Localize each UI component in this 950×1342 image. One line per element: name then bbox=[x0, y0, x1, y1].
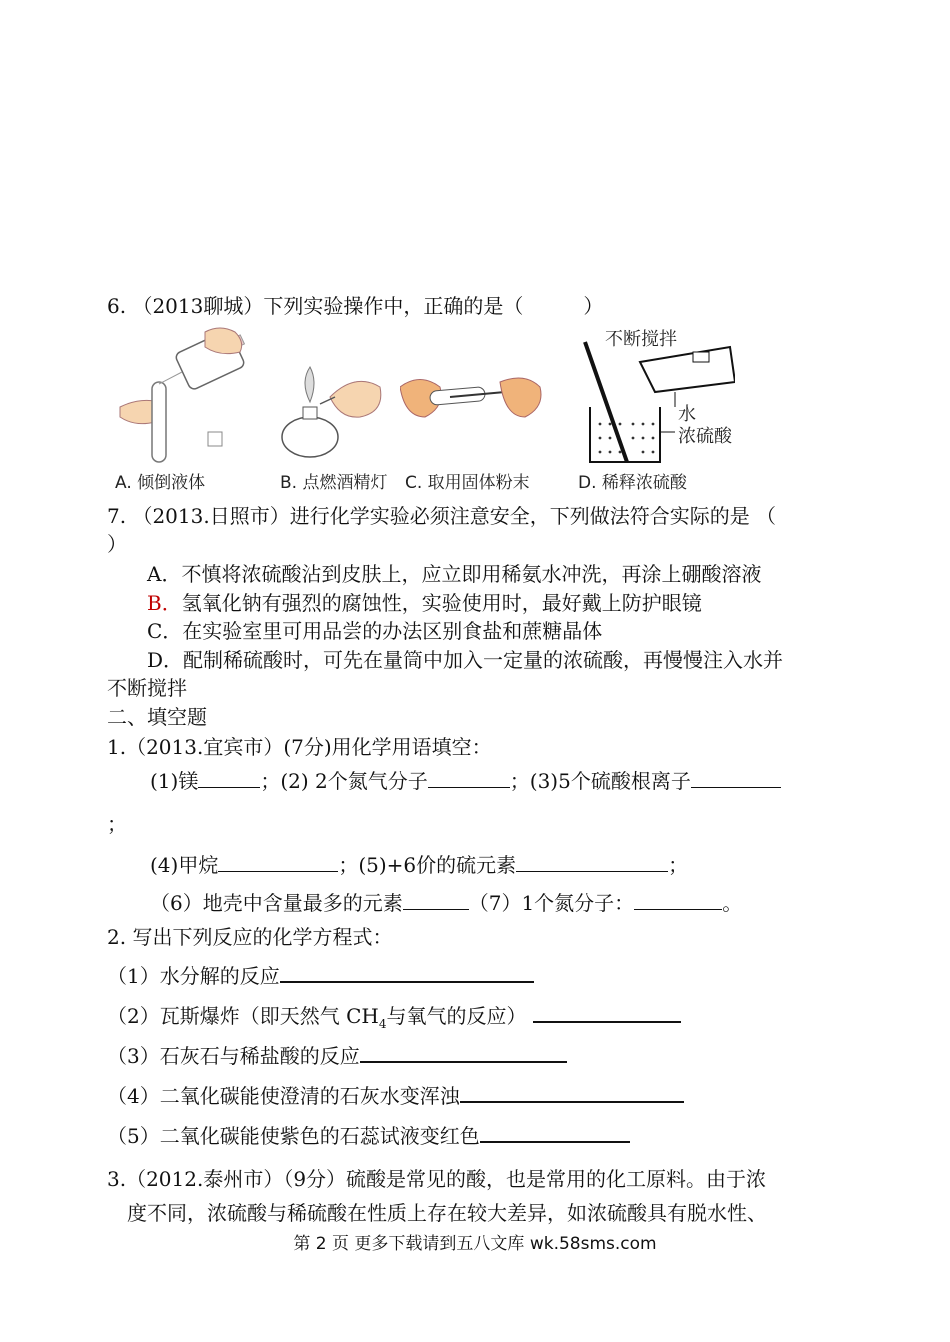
fill1-part3: ；(3)5个硫酸根离子 bbox=[509, 769, 691, 793]
fill1-part7: （7）1个氮分子： bbox=[468, 891, 635, 915]
blank-1[interactable] bbox=[198, 767, 260, 788]
fill3-line2: 度不同，浓硫酸与稀硫酸在性质上存在较大差异，如浓硫酸具有脱水性、 bbox=[127, 1201, 767, 1225]
q7-option-a: A．不慎将浓硫酸沾到皮肤上，应立即用稀氨水冲洗，再涂上硼酸溶液 bbox=[147, 562, 762, 586]
blank-r1[interactable] bbox=[280, 961, 534, 983]
blank-2[interactable] bbox=[428, 767, 510, 788]
caption-b: B. 点燃酒精灯 bbox=[280, 473, 388, 493]
caption-a: A. 倾倒液体 bbox=[115, 473, 206, 493]
fill2-r3-text: （3）石灰石与稀盐酸的反应 bbox=[107, 1044, 360, 1068]
fill1-row2 bbox=[150, 851, 688, 879]
blank-6[interactable] bbox=[403, 889, 469, 910]
label-acid: 浓硫酸 bbox=[678, 426, 732, 447]
blank-r3[interactable] bbox=[360, 1041, 567, 1063]
label-stir: 不断搅拌 bbox=[605, 329, 677, 350]
q7-stem: 7. （2013.日照市）进行化学实验必须注意安全，下列做法符合实际的是 （ bbox=[107, 504, 777, 528]
q7-option-b bbox=[147, 589, 702, 617]
fill2-r4 bbox=[107, 1081, 684, 1110]
page-footer: 第 2 页 更多下载请到五八文库 wk.58sms.com bbox=[293, 1234, 657, 1254]
fill1-part4: (4)甲烷 bbox=[150, 853, 219, 877]
fill2-r5 bbox=[107, 1121, 630, 1150]
fill2-r2-text-a: （2）瓦斯爆炸（即天然气 CH bbox=[107, 1004, 379, 1028]
q7-stem-end: ） bbox=[107, 532, 127, 556]
fill1-end: 。 bbox=[722, 891, 743, 915]
fill2-r2-subscript: 4 bbox=[378, 1017, 387, 1031]
label-water: 水 bbox=[678, 404, 696, 425]
fill1-row3 bbox=[150, 889, 742, 917]
blank-r2[interactable] bbox=[533, 1001, 681, 1023]
q7-option-c: C．在实验室里可用品尝的办法区别食盐和蔗糖晶体 bbox=[147, 619, 603, 643]
q6-stem: 6. （2013聊城）下列实验操作中，正确的是（ ） bbox=[107, 294, 604, 318]
fill1-stem: 1.（2013.宜宾市）(7分)用化学用语填空： bbox=[107, 735, 492, 759]
section-title: 二、填空题 bbox=[107, 705, 207, 729]
q7-option-d: D．配制稀硫酸时，可先在量筒中加入一定量的浓硫酸，再慢慢注入水并 bbox=[147, 648, 784, 672]
fill1-part2: ；(2) 2个氮气分子 bbox=[260, 769, 428, 793]
solid-powder-illustration bbox=[400, 367, 550, 437]
fill2-r5-text: （5）二氧化碳能使紫色的石蕊试液变红色 bbox=[107, 1124, 480, 1148]
fill2-r1-text: （1）水分解的反应 bbox=[107, 964, 280, 988]
blank-4[interactable] bbox=[218, 851, 338, 872]
fill2-r2 bbox=[107, 1001, 681, 1038]
fill1-row1 bbox=[150, 767, 781, 795]
fill2-r4-text: （4）二氧化碳能使澄清的石灰水变浑浊 bbox=[107, 1084, 460, 1108]
blank-r4[interactable] bbox=[460, 1081, 684, 1103]
q6-figure bbox=[110, 322, 730, 492]
fill2-r1 bbox=[107, 961, 534, 990]
caption-c: C. 取用固体粉末 bbox=[405, 473, 530, 493]
blank-5[interactable] bbox=[516, 851, 668, 872]
fill1-part1: (1)镁 bbox=[150, 769, 199, 793]
fill2-r3 bbox=[107, 1041, 567, 1070]
fill1-part5: ；(5)+6价的硫元素 bbox=[338, 853, 517, 877]
alcohol-lamp-illustration bbox=[275, 342, 395, 467]
blank-3[interactable] bbox=[691, 767, 781, 788]
q7-option-b-letter: B． bbox=[147, 591, 182, 615]
fill2-stem: 2. 写出下列反应的化学方程式： bbox=[107, 925, 393, 949]
caption-d: D. 稀释浓硫酸 bbox=[578, 473, 687, 493]
blank-r5[interactable] bbox=[480, 1121, 630, 1143]
q7-option-d-end: 不断搅拌 bbox=[107, 676, 187, 700]
fill1-part6: （6）地壳中含量最多的元素 bbox=[150, 891, 403, 915]
fill1-semicolon-2: ； bbox=[668, 853, 689, 877]
blank-7[interactable] bbox=[634, 889, 722, 910]
pouring-liquid-illustration bbox=[110, 322, 260, 467]
fill2-r2-text-b: 与氧气的反应） bbox=[386, 1004, 527, 1028]
fill3-line1: 3.（2012.泰州市）（9分）硫酸是常见的酸，也是常用的化工原料。由于浓 bbox=[107, 1167, 767, 1191]
q7-option-b-text: 氢氧化钠有强烈的腐蚀性，实验使用时，最好戴上防护眼镜 bbox=[181, 591, 702, 615]
fill1-semicolon: ； bbox=[107, 812, 127, 836]
